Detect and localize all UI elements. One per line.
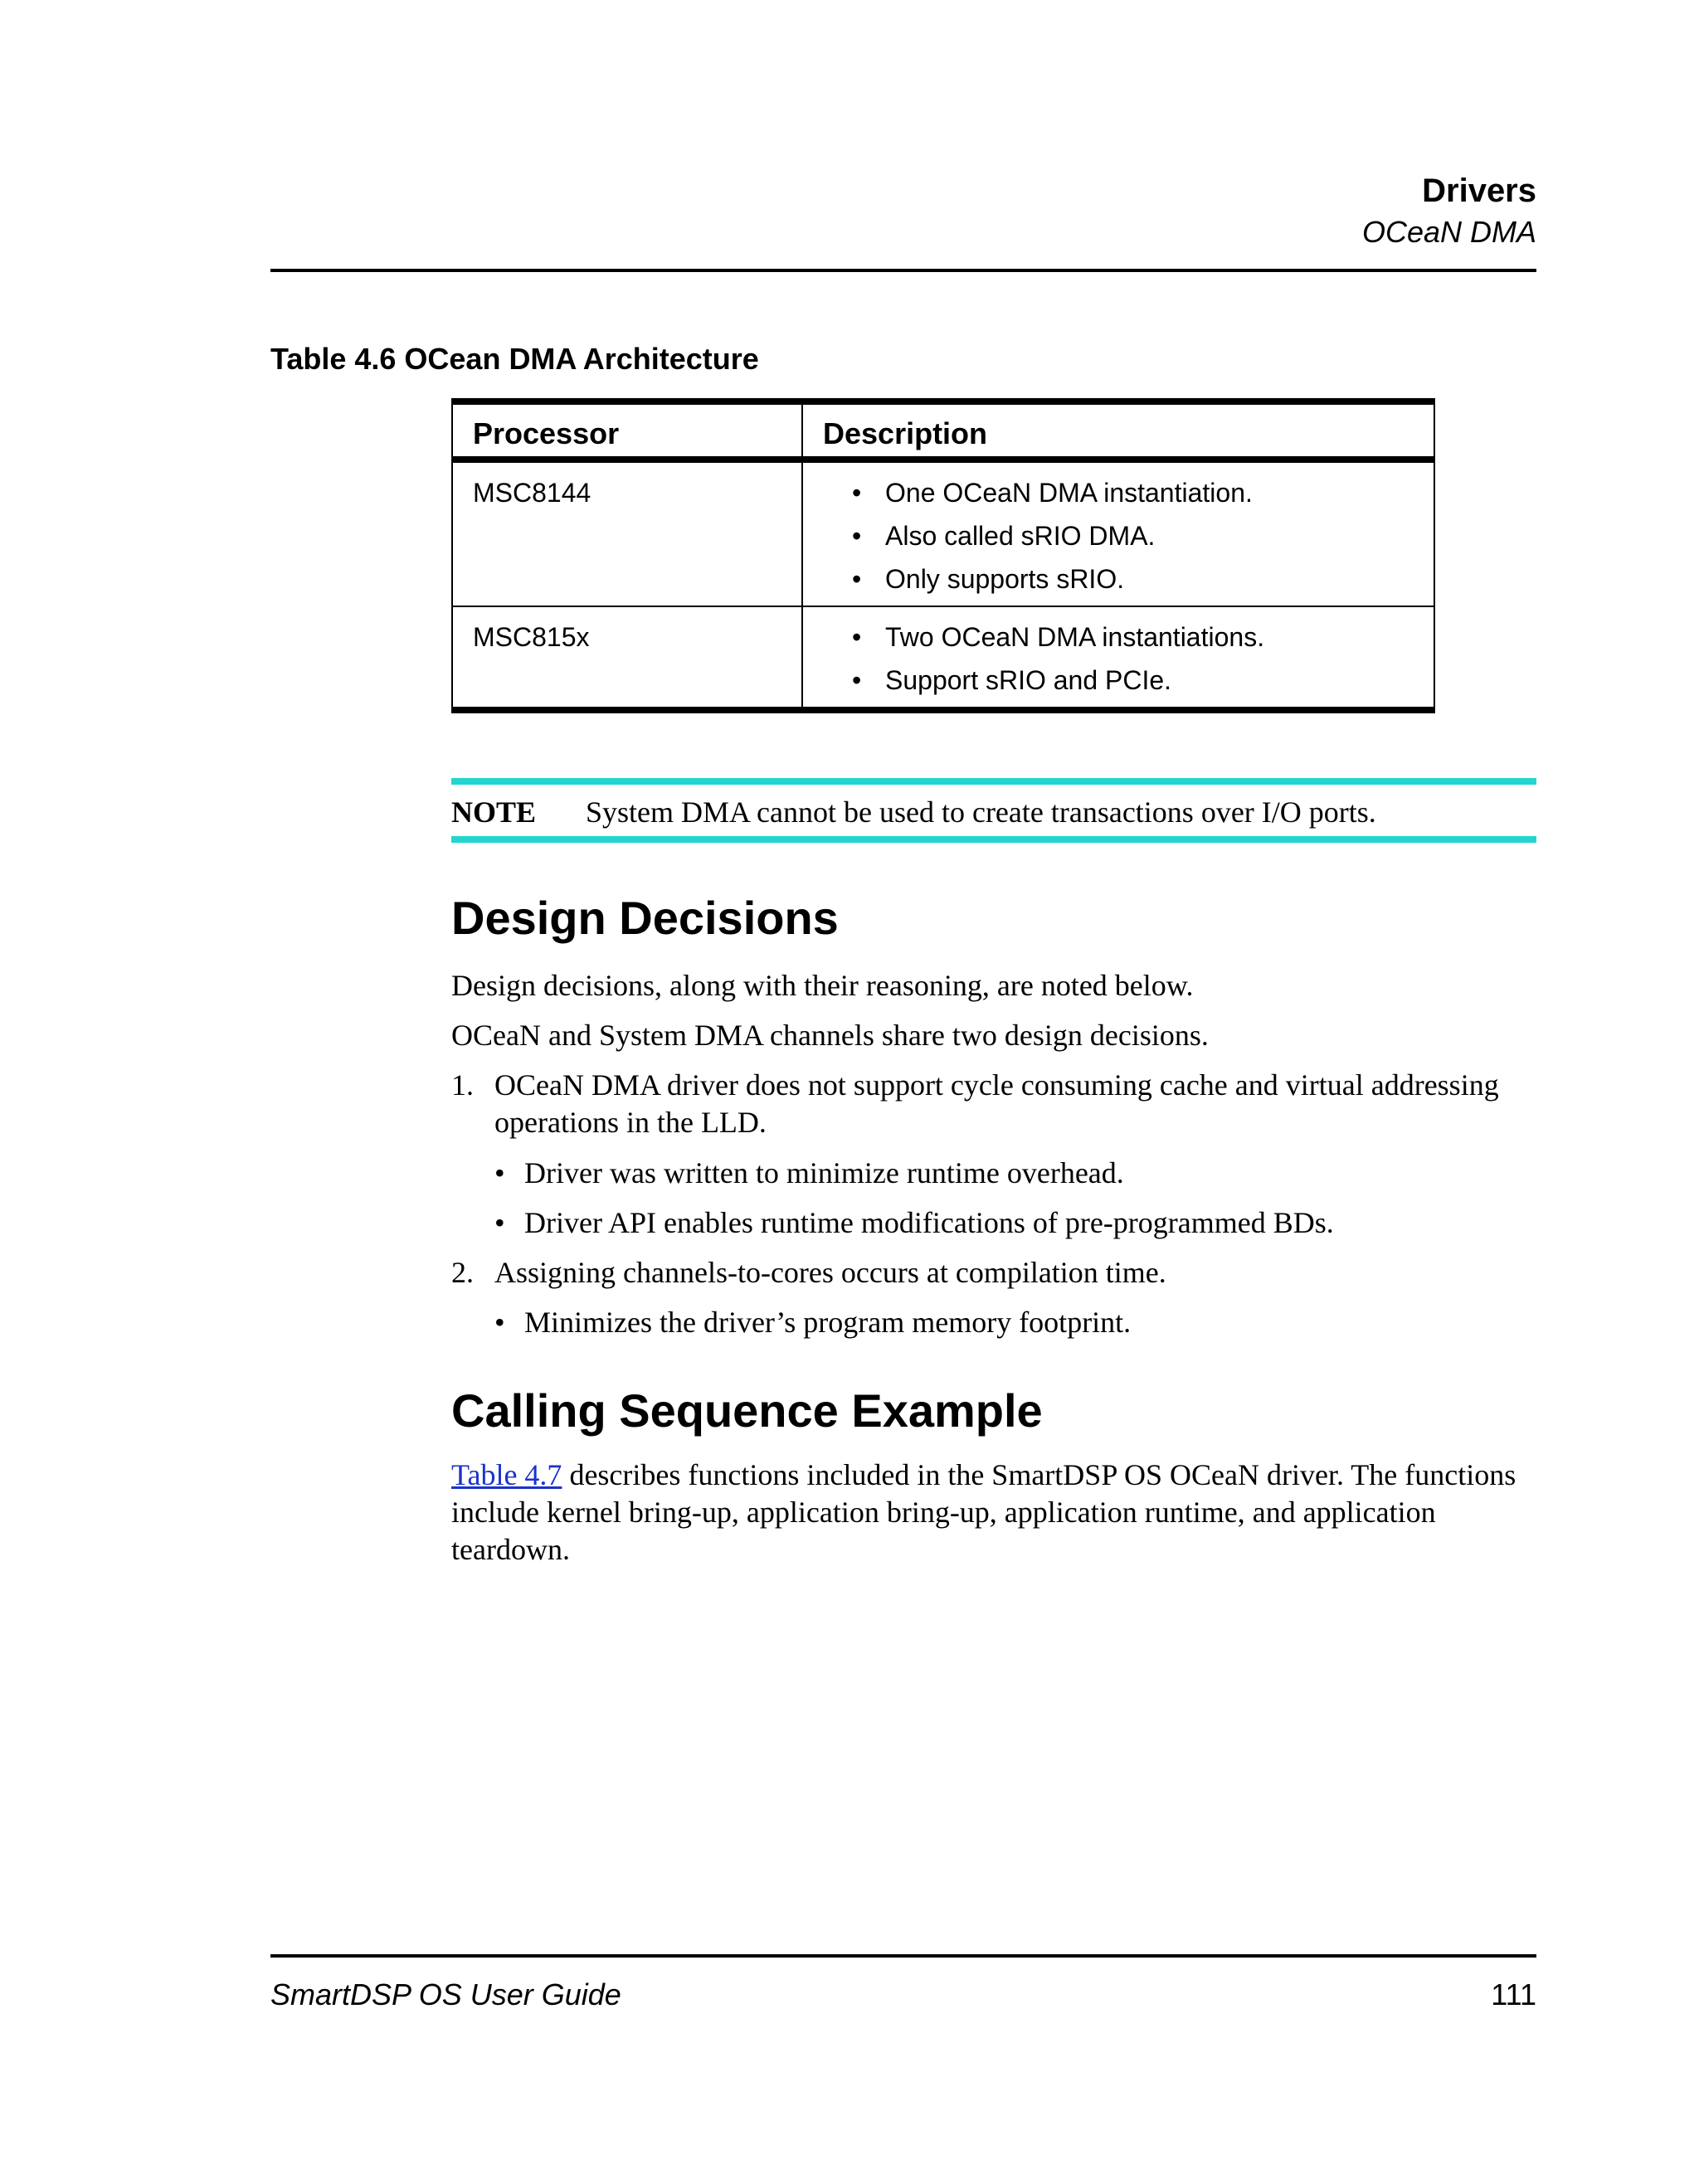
bullet-icon: • — [494, 1306, 505, 1339]
running-header — [1362, 171, 1536, 251]
note-box — [451, 778, 1536, 843]
list-item: • Also called sRIO DMA. — [852, 521, 1414, 551]
bullet-text: Driver was written to minimize runtime overhead. — [524, 1156, 1124, 1189]
footer-title: SmartDSP OS User Guide — [270, 1977, 621, 2011]
item-text: OCeaN DMA driver does not support cycle consuming cache and virtual addressing operations in the LLD. — [494, 1068, 1499, 1139]
page-number: 111 — [1491, 1977, 1536, 2011]
chapter-title: Drivers — [1422, 173, 1536, 209]
calling-paragraph — [451, 1457, 1538, 1569]
processor-cell: MSC815x — [452, 606, 802, 710]
list-item: • Only supports sRIO. — [852, 564, 1414, 594]
table-header-row — [452, 401, 1434, 460]
bullet-icon: • — [494, 1206, 505, 1239]
description-list — [823, 478, 1414, 594]
bullet-text: Driver API enables runtime modifications of pre-programmed BDs. — [524, 1206, 1334, 1239]
calling-text: describes functions included in the SmartDSP OS OCeaN driver. The functions include kernel bring-up, application bring-up, application runtime, and application teardown. — [451, 1458, 1516, 1566]
bullet-text: Minimizes the driver’s program memory footprint. — [524, 1306, 1132, 1339]
description-list — [823, 622, 1414, 695]
item-number: 1. — [451, 1068, 474, 1102]
footer-rule — [270, 1954, 1536, 1958]
note-label: NOTE — [451, 795, 537, 829]
item-number: 2. — [451, 1256, 474, 1289]
note-text: System DMA cannot be used to create transactions over I/O ports. — [586, 795, 1376, 829]
description-cell — [802, 460, 1434, 606]
table-row — [452, 606, 1434, 710]
column-header-description: Description — [802, 401, 1434, 460]
list-item: • Support sRIO and PCIe. — [852, 665, 1414, 695]
bullet-item — [494, 1155, 1124, 1192]
processor-cell: MSC8144 — [452, 460, 802, 606]
calling-sequence-heading: Calling Sequence Example — [451, 1384, 1043, 1437]
bullet-item — [494, 1204, 1334, 1242]
design-paragraph-2: OCeaN and System DMA channels share two design decisions. — [451, 1019, 1209, 1052]
list-item: • Two OCeaN DMA instantiations. — [852, 622, 1414, 652]
table-caption: Table 4.6 OCean DMA Architecture — [270, 342, 759, 376]
table-row — [452, 460, 1434, 606]
table-4-7-link[interactable]: Table 4.7 — [451, 1458, 562, 1491]
header-rule — [270, 269, 1536, 272]
description-cell — [802, 606, 1434, 710]
bullet-icon: • — [494, 1156, 505, 1189]
design-decisions-heading: Design Decisions — [451, 892, 839, 944]
section-title: OCeaN DMA — [1361, 215, 1536, 249]
list-item: • One OCeaN DMA instantiation. — [852, 478, 1414, 508]
design-paragraph-1: Design decisions, along with their reasoning, are noted below. — [451, 969, 1194, 1002]
numbered-item-1 — [451, 1067, 1538, 1141]
bullet-item — [494, 1304, 1131, 1341]
architecture-table — [451, 398, 1435, 713]
column-header-processor: Processor — [452, 401, 802, 460]
numbered-item-2 — [451, 1254, 1538, 1291]
item-text: Assigning channels-to-cores occurs at compilation time. — [494, 1256, 1166, 1289]
